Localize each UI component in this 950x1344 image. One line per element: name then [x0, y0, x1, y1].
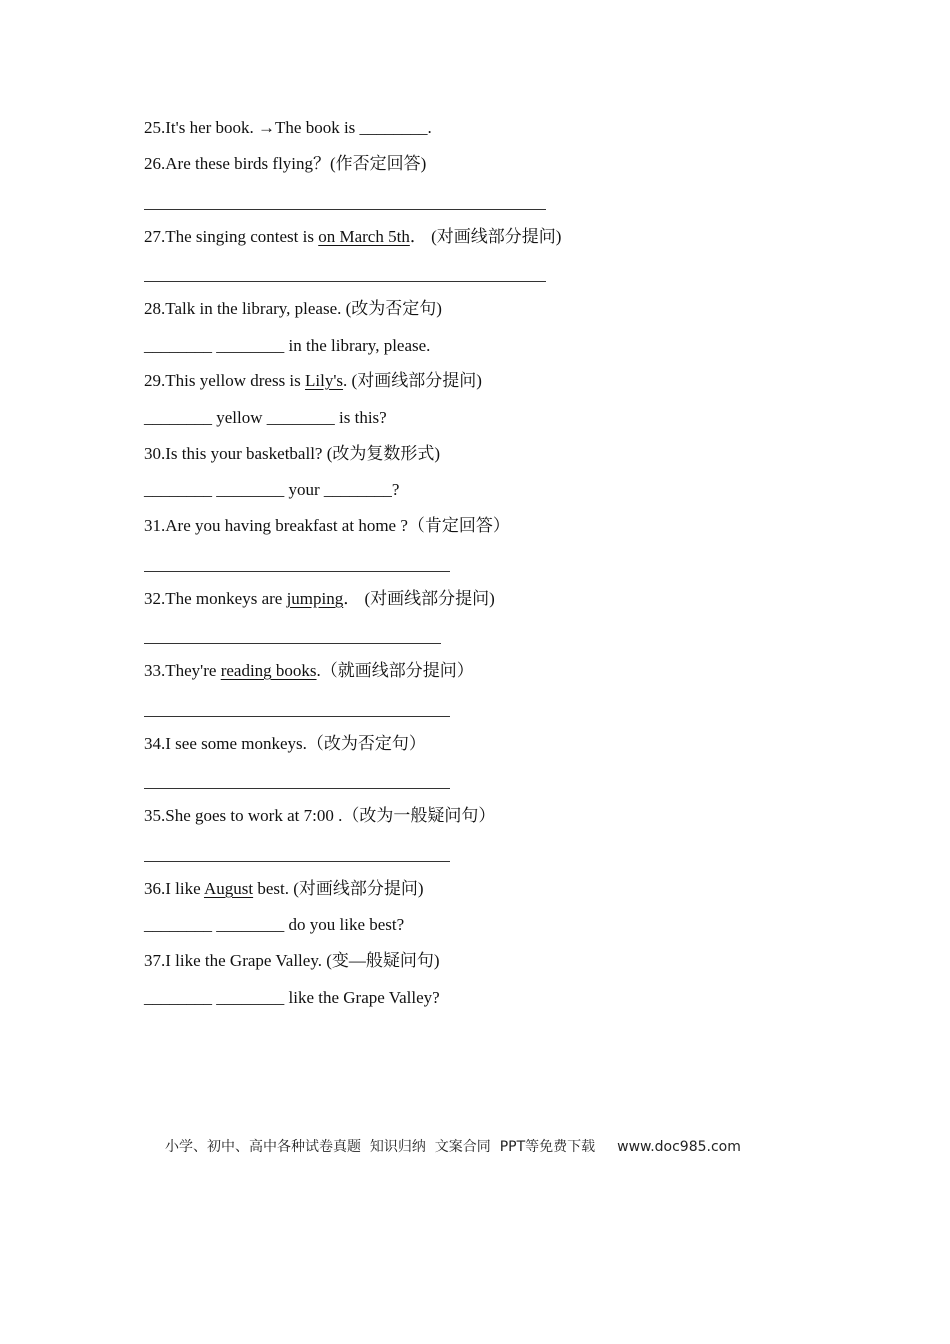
question-27-text: 27.The singing contest is: [144, 227, 319, 246]
question-37: 37.I like the Grape Valley. (变—般疑问句): [144, 951, 440, 970]
question-32-text: 32.The monkeys are: [144, 589, 287, 608]
answer-28: ________ ________ in the library, please.: [144, 336, 431, 355]
question-31: 31.Are you having breakfast at home ?（肯定回答）: [144, 516, 510, 535]
answer-37: ________ ________ like the Grape Valley?: [144, 988, 440, 1007]
question-33-instruction: .（就画线部分提问）: [316, 661, 474, 680]
answer-line-27: [144, 281, 546, 282]
answer-29: ________ yellow ________ is this?: [144, 408, 387, 427]
question-36-text: 36.I like: [144, 879, 204, 898]
answer-line-31: [144, 571, 450, 572]
question-29-instruction: . (对画线部分提问): [343, 371, 482, 390]
answer-30: ________ ________ your ________?: [144, 480, 400, 499]
question-26: 26.Are these birds flying？(作否定回答): [144, 154, 427, 173]
question-32: [144, 588, 495, 610]
question-32-underlined: jumping: [286, 589, 344, 608]
question-25: 25.It's her book. →The book is ________.: [144, 118, 432, 137]
footer-text: 小学、初中、高中各种试卷真题 知识归纳 文案合同 PPT等免费下载: [165, 1139, 596, 1155]
question-33-underlined: reading books: [220, 661, 317, 680]
answer-line-26: [144, 209, 546, 210]
question-28: 28.Talk in the library, please. (改为否定句): [144, 299, 442, 318]
question-36-instruction: best. (对画线部分提问): [253, 879, 424, 898]
question-32-instruction: ． (对画线部分提问): [343, 589, 495, 608]
answer-line-35: [144, 861, 450, 862]
answer-line-32: [144, 643, 441, 644]
question-27-underlined: on March 5th: [318, 227, 410, 246]
question-29-text: 29.This yellow dress is: [144, 371, 306, 390]
answer-line-34: [144, 788, 450, 789]
question-35: 35.She goes to work at 7:00 .（改为一般疑问句）: [144, 806, 496, 825]
question-34: 34.I see some monkeys.（改为否定句）: [144, 734, 426, 753]
question-30: 30.Is this your basketball? (改为复数形式): [144, 444, 441, 463]
question-36: [144, 878, 424, 900]
question-36-underlined: August: [203, 879, 254, 898]
question-29-underlined: Lily's: [305, 371, 344, 390]
question-33-text: 33.They're: [144, 661, 221, 680]
footer-url: www.doc985.com: [617, 1139, 741, 1155]
page-footer: [165, 1136, 741, 1158]
question-27-instruction: ． (对画线部分提问): [409, 227, 562, 246]
answer-36: ________ ________ do you like best?: [144, 915, 405, 934]
answer-line-33: [144, 716, 450, 717]
question-33: [144, 660, 474, 682]
question-27: [144, 226, 561, 248]
question-29: [144, 370, 482, 392]
